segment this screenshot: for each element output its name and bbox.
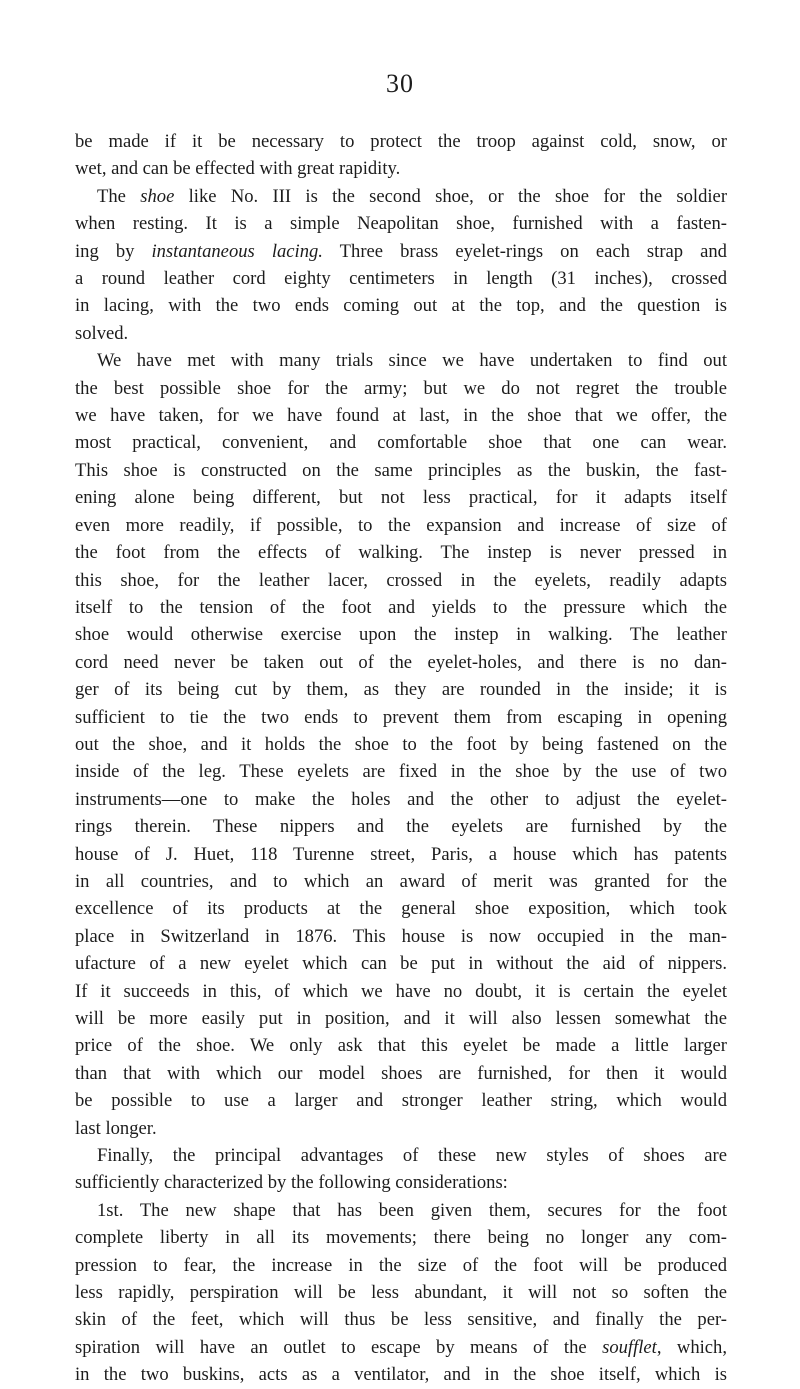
text-line: itself to the tension of the foot and yields to the pressure which the [75,596,727,618]
text-line: most practical, convenient, and comfortable shoe that one can wear. [75,432,727,454]
text-line: even more readily, if possible, to the expansion and increase of size of [75,514,727,536]
text-line: solved. [75,322,129,344]
text-line: the foot from the effects of walking. The instep is never pressed in [75,542,727,564]
text-line: ufacture of a new eyelet which can be put in without the aid of nippers. [75,953,727,975]
text-line: we have taken, for we have found at last, in the shoe that we offer, the [75,405,727,427]
italic-term: shoe [140,185,175,207]
body-text [75,128,727,1389]
text-line: cord need never be taken out of the eyelet-holes, and there is no dan- [75,651,727,673]
text-line: complete liberty in all its movements; there being no longer any com- [75,1227,727,1249]
text-line: excellence of its products at the general shoe exposition, which took [75,898,727,920]
text-line: house of J. Huet, 118 Turenne street, Paris, a house which has patents [75,843,727,865]
text-line: skin of the feet, which will thus be less sensitive, and finally the per- [75,1309,727,1331]
text-line: The shoe like No. III is the second shoe, or the shoe for the soldier [97,185,728,207]
text-line: place in Switzerland in 1876. This house is now occupied in the man- [75,925,727,947]
text-line: price of the shoe. We only ask that this eyelet be made a little larger [75,1035,727,1057]
text-line: in the two buskins, acts as a ventilator, and in the shoe itself, which is [75,1364,727,1386]
text-line: ening alone being different, but not less practical, for it adapts itself [75,487,727,509]
text-line: when resting. It is a simple Neapolitan shoe, furnished with a fasten- [75,213,727,235]
text-line: out the shoe, and it holds the shoe to the foot by being fastened on the [75,733,727,755]
text-line: sufficient to tie the two ends to prevent them from escaping in opening [75,706,727,728]
text-line: If it succeeds in this, of which we have no doubt, it is certain the eyelet [75,980,727,1002]
text-line: wet, and can be effected with great rapidity. [75,158,401,180]
text-line: 1st. The new shape that has been given them, secures for the foot [97,1199,727,1221]
text-line: last longer. [75,1117,157,1139]
italic-term: instantaneous lacing. [151,240,323,262]
text-line: Finally, the principal advantages of these new styles of shoes are [97,1145,727,1167]
text-line: in all countries, and to which an award of merit was granted for the [75,870,727,892]
text-line: spiration will have an outlet to escape by means of the soufflet, which, [75,1336,727,1358]
text-line: less rapidly, perspiration will be less abundant, it will not so soften the [75,1282,727,1304]
text-line: ing by instantaneous lacing. Three brass eyelet-rings on each strap and [75,240,727,262]
text-line: in lacing, with the two ends coming out at the top, and the question is [75,295,727,317]
text-line: sufficiently characterized by the following considerations: [75,1172,508,1194]
text-line: This shoe is constructed on the same principles as the buskin, the fast- [75,459,727,481]
text-line: shoe would otherwise exercise upon the instep in walking. The leather [75,624,727,646]
text-line: this shoe, for the leather lacer, crossed in the eyelets, readily adapts [75,569,727,591]
text-line: will be more easily put in position, and it will also lessen somewhat the [75,1008,727,1029]
text-line: instruments—one to make the holes and the other to adjust the eyelet- [75,788,727,810]
italic-term: soufflet [602,1336,657,1358]
text-line: ger of its being cut by them, as they are rounded in the inside; it is [75,679,727,701]
text-line: be made if it be necessary to protect the troop against cold, snow, or [75,131,727,152]
text-line: the best possible shoe for the army; but we do not regret the trouble [75,377,727,399]
text-line: than that with which our model shoes are furnished, for then it would [75,1062,727,1084]
text-line: We have met with many trials since we have undertaken to find out [97,350,727,372]
text-line: be possible to use a larger and stronger leather string, which would [75,1090,727,1112]
text-line: inside of the leg. These eyelets are fixed in the shoe by the use of two [75,761,727,783]
text-line: a round leather cord eighty centimeters in length (31 inches), crossed [75,268,727,290]
page-number: 30 [386,69,414,98]
text-line: pression to fear, the increase in the size of the foot will be produced [75,1254,727,1276]
text-line: rings therein. These nippers and the eyelets are furnished by the [75,816,727,838]
